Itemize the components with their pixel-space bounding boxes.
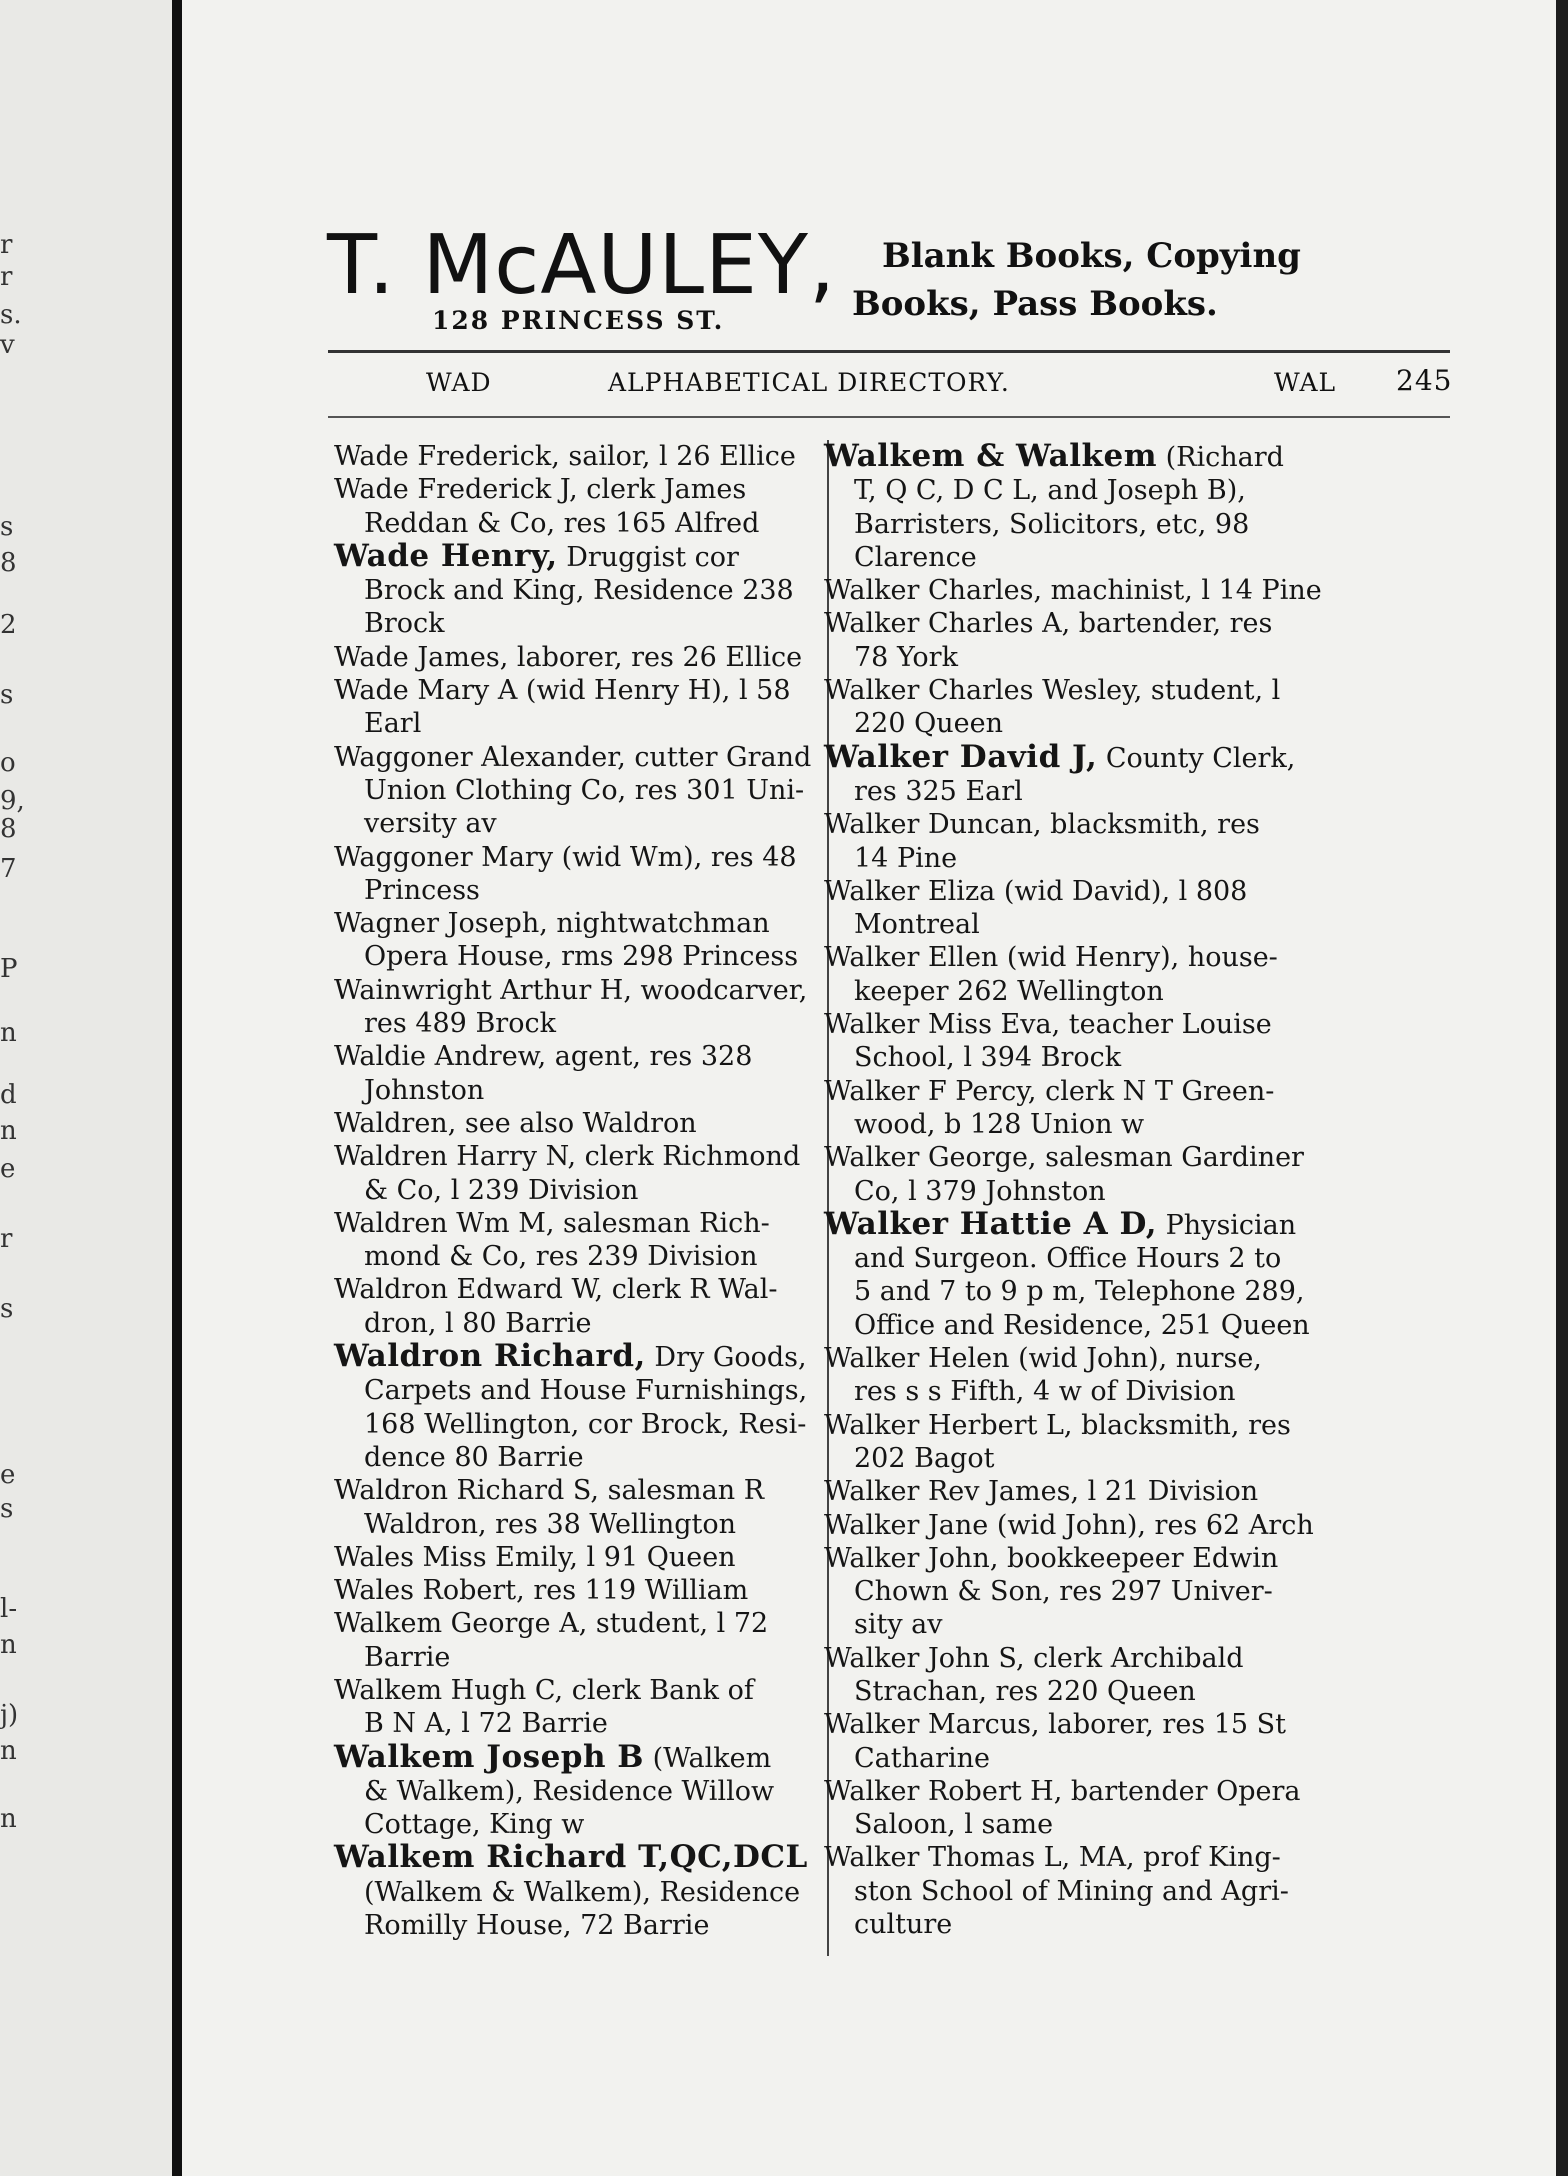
entry-line — [824, 1642, 1484, 1675]
entry-text: Physician — [1157, 1209, 1297, 1241]
entry-line — [824, 607, 1484, 640]
entry-line — [824, 1542, 1484, 1575]
entry-text: versity av — [364, 808, 497, 840]
entry-text: Barristers, Solicitors, etc, 98 — [854, 508, 1250, 540]
entry-line — [824, 674, 1484, 707]
entry-line — [824, 1875, 1484, 1908]
entry-text: Princess — [364, 874, 480, 906]
margin-fragment: 8 — [0, 548, 17, 578]
entry-line — [824, 1475, 1484, 1508]
margin-fragment: 9, — [0, 786, 25, 816]
entry-text: Waldren, see also Waldron — [334, 1107, 697, 1139]
entry-line — [824, 1342, 1484, 1375]
entry-text: Barrie — [364, 1641, 451, 1673]
margin-fragment: 2 — [0, 610, 17, 640]
entry-text: wood, b 128 Union w — [854, 1108, 1145, 1140]
entry-text: Walker Rev James, l 21 Division — [824, 1476, 1259, 1508]
entry-line — [824, 842, 1484, 875]
entry-text: Walker Miss Eva, teacher Louise — [824, 1009, 1272, 1041]
directory-entry — [824, 1409, 1484, 1476]
entry-line — [824, 1442, 1484, 1475]
directory-entry — [824, 674, 1484, 741]
margin-fragment: e — [0, 1460, 16, 1490]
entry-text: Walker Thomas L, MA, prof King- — [824, 1842, 1281, 1874]
page-gutter — [172, 0, 182, 2176]
entry-text: (Walkem — [644, 1742, 772, 1774]
directory-entry — [824, 1841, 1484, 1941]
entry-text: Romilly House, 72 Barrie — [364, 1910, 710, 1942]
page-number: 245 — [1396, 364, 1453, 397]
entry-text: culture — [854, 1909, 953, 1941]
entry-text: Brock and King, Residence 238 — [364, 575, 794, 607]
entry-text: Clarence — [854, 541, 977, 573]
margin-fragment: n — [0, 1116, 17, 1146]
entry-line — [824, 975, 1484, 1008]
entry-text: Wainwright Arthur H, woodcarver, — [334, 974, 808, 1006]
entry-text: sity av — [854, 1609, 943, 1641]
header-rule-top — [328, 350, 1450, 353]
entry-text: Saloon, l same — [854, 1809, 1054, 1841]
entry-text: Walkem George A, student, l 72 — [334, 1608, 769, 1640]
entry-text: Waggoner Alexander, cutter Grand — [334, 741, 812, 773]
entry-line — [824, 1108, 1484, 1141]
entry-name-bold: Walkem Joseph B — [334, 1738, 645, 1775]
entry-text: County Clerk, — [1097, 742, 1296, 774]
margin-fragment: n — [0, 1736, 17, 1766]
directory-entry — [824, 1008, 1484, 1075]
advert-line-1: Blank Books, Copying — [882, 236, 1301, 276]
directory-entry — [824, 607, 1484, 674]
entry-text: Carpets and House Furnishings, — [364, 1375, 808, 1407]
directory-entry — [824, 1342, 1484, 1409]
margin-fragment: n — [0, 1018, 17, 1048]
directory-title: ALPHABETICAL DIRECTORY. — [608, 368, 1010, 397]
entry-text: Walker George, salesman Gardiner — [824, 1142, 1304, 1174]
margin-fragment: s. — [0, 300, 22, 330]
header-rule-bottom — [328, 416, 1450, 418]
margin-fragment: e — [0, 1154, 16, 1184]
entry-text: Johnston — [364, 1074, 485, 1106]
entry-line — [824, 1242, 1484, 1275]
entry-text: Union Clothing Co, res 301 Uni- — [364, 774, 805, 806]
entry-text: res 489 Brock — [364, 1008, 556, 1040]
margin-fragment: s — [0, 512, 14, 542]
entry-line — [824, 1509, 1484, 1542]
entry-text: Waldron Richard S, salesman R — [334, 1475, 765, 1507]
margin-fragment: l- — [0, 1594, 18, 1624]
entry-text: Waldron Edward W, clerk R Wal- — [334, 1274, 778, 1306]
entry-line — [824, 1309, 1484, 1342]
entry-name-bold: Walkem Richard T,QC,DCL — [334, 1839, 808, 1876]
entry-line — [824, 1175, 1484, 1208]
entry-text: Wade Frederick, sailor, l 26 Ellice — [334, 441, 796, 472]
directory-entry — [824, 875, 1484, 942]
entry-text: Waldren Harry N, clerk Richmond — [334, 1141, 801, 1173]
advertiser-name: T. McAULEY, — [327, 218, 837, 313]
entry-text: Co, l 379 Johnston — [854, 1175, 1106, 1207]
entry-text: Earl — [364, 708, 422, 740]
advert-tagline — [852, 232, 1301, 328]
entry-text: 5 and 7 to 9 p m, Telephone 289, — [854, 1276, 1305, 1308]
running-header — [328, 362, 1453, 406]
previous-page-edge — [0, 0, 172, 2176]
entry-text: Wagner Joseph, nightwatchman — [334, 908, 770, 940]
directory-entry — [824, 1642, 1484, 1709]
margin-fragment: P — [0, 954, 18, 984]
advertiser-address: 128 PRINCESS ST. — [432, 306, 725, 335]
entry-line — [824, 1575, 1484, 1608]
entry-text: School, l 394 Brock — [854, 1042, 1122, 1074]
entry-line — [824, 707, 1484, 740]
guide-word-left: WAD — [426, 368, 492, 397]
directory-entry — [824, 738, 1484, 809]
directory-entry — [824, 1775, 1484, 1842]
entry-text: Walker John S, clerk Archibald — [824, 1642, 1244, 1674]
entry-text: Strachan, res 220 Queen — [854, 1675, 1196, 1707]
entry-text: 202 Bagot — [854, 1442, 995, 1474]
directory-entry — [824, 574, 1484, 607]
directory-entry — [824, 1542, 1484, 1642]
margin-fragment: 7 — [0, 854, 17, 884]
entry-text: Walker Jane (wid John), res 62 Arch — [824, 1509, 1314, 1541]
entry-line — [824, 738, 1484, 775]
entry-text: Wade James, laborer, res 26 Ellice — [334, 641, 803, 673]
advert-line-2: Books, Pass Books. — [852, 284, 1218, 324]
entry-name-bold: Wade Henry, — [334, 537, 558, 574]
entry-text: Waldren Wm M, salesman Rich- — [334, 1207, 770, 1239]
entry-text: 168 Wellington, cor Brock, Resi- — [364, 1408, 807, 1440]
entry-line — [824, 1775, 1484, 1808]
entry-line — [824, 440, 1484, 474]
entry-text: res 325 Earl — [854, 775, 1023, 807]
entry-text: Walker Ellen (wid Henry), house- — [824, 942, 1278, 974]
directory-page — [182, 0, 1556, 2176]
entry-text: Walker Helen (wid John), nurse, — [824, 1343, 1262, 1375]
entry-text: T, Q C, D C L, and Joseph B), — [854, 475, 1246, 507]
directory-entry — [824, 1475, 1484, 1508]
entry-text: Chown & Son, res 297 Univer- — [854, 1576, 1273, 1608]
entry-text: Walker Herbert L, blacksmith, res — [824, 1409, 1291, 1441]
directory-entry — [824, 1205, 1484, 1342]
entry-text: (Richard — [1157, 442, 1284, 473]
margin-fragment: s — [0, 1294, 14, 1324]
entry-text: Walker Duncan, blacksmith, res — [824, 809, 1260, 841]
entry-text: Cottage, King w — [364, 1809, 585, 1841]
guide-word-right: WAL — [1274, 368, 1337, 397]
margin-fragment: o — [0, 748, 16, 778]
entry-text: Walker John, bookkeepeer Edwin — [824, 1542, 1279, 1574]
entry-text: dence 80 Barrie — [364, 1441, 584, 1473]
entry-line — [824, 1375, 1484, 1408]
entry-line — [824, 1608, 1484, 1641]
entry-line — [824, 1141, 1484, 1174]
entry-line — [824, 1841, 1484, 1874]
entry-text: Reddan & Co, res 165 Alfred — [364, 507, 760, 539]
entry-line — [824, 1908, 1484, 1941]
entry-line — [824, 1205, 1484, 1242]
margin-fragment: n — [0, 1630, 17, 1660]
directory-entry — [824, 1075, 1484, 1142]
directory-entry — [824, 1509, 1484, 1542]
entry-line — [824, 1008, 1484, 1041]
entry-line — [824, 1075, 1484, 1108]
entry-line — [824, 474, 1484, 507]
entry-text: Walker Charles A, bartender, res — [824, 608, 1273, 640]
entry-text: & Walkem), Residence Willow — [364, 1775, 775, 1807]
entry-text: Brock — [364, 608, 445, 640]
entry-text: & Co, l 239 Division — [364, 1174, 639, 1206]
entry-line — [824, 1742, 1484, 1775]
entry-text: 78 York — [854, 641, 958, 673]
entry-text: (Walkem & Walkem), Residence — [364, 1876, 801, 1908]
directory-entry — [824, 941, 1484, 1008]
entry-line — [824, 1041, 1484, 1074]
entry-line — [824, 574, 1484, 607]
margin-fragment: d — [0, 1080, 17, 1110]
entry-line — [824, 941, 1484, 974]
entry-text: ston School of Mining and Agri- — [854, 1875, 1289, 1907]
entry-text: keeper 262 Wellington — [854, 975, 1164, 1007]
entry-text: Wales Robert, res 119 William — [334, 1575, 749, 1607]
entry-text: Dry Goods, — [645, 1342, 807, 1374]
right-column — [824, 440, 1484, 1941]
entry-text: res s s Fifth, 4 w of Division — [854, 1376, 1236, 1408]
entry-text: Montreal — [854, 909, 980, 941]
entry-line — [824, 541, 1484, 574]
entry-line — [824, 1675, 1484, 1708]
directory-entry — [824, 1141, 1484, 1208]
entry-text: 14 Pine — [854, 842, 958, 874]
entry-line — [824, 1808, 1484, 1841]
entry-text: Walkem Hugh C, clerk Bank of — [334, 1674, 754, 1706]
entry-text: Walker Eliza (wid David), l 808 — [824, 875, 1248, 907]
entry-text: Wade Mary A (wid Henry H), l 58 — [334, 675, 791, 707]
margin-fragment: j) — [0, 1700, 19, 1730]
entry-line — [824, 908, 1484, 941]
directory-entry — [824, 808, 1484, 875]
entry-text: 220 Queen — [854, 708, 1003, 740]
margin-fragment: s — [0, 680, 14, 710]
entry-line — [824, 808, 1484, 841]
margin-fragment: r — [0, 1224, 13, 1254]
entry-text: Waggoner Mary (wid Wm), res 48 — [334, 841, 797, 873]
directory-entry — [824, 1708, 1484, 1775]
margin-fragment: 8 — [0, 814, 17, 844]
entry-text: Walker Robert H, bartender Opera — [824, 1775, 1301, 1807]
margin-fragment: s — [0, 1494, 14, 1524]
margin-fragment: v — [0, 330, 15, 360]
entry-text: Wade Frederick J, clerk James — [334, 474, 747, 506]
entry-text: Office and Residence, 251 Queen — [854, 1309, 1310, 1341]
page-edge-right — [1556, 0, 1568, 2176]
margin-fragment: r — [0, 262, 13, 292]
entry-line — [824, 1708, 1484, 1741]
entry-text: Waldie Andrew, agent, res 328 — [334, 1041, 753, 1073]
entry-text: Opera House, rms 298 Princess — [364, 941, 799, 973]
entry-text: Wales Miss Emily, l 91 Queen — [334, 1541, 736, 1573]
entry-text: Walker F Percy, clerk N T Green- — [824, 1075, 1275, 1107]
entry-text: Waldron, res 38 Wellington — [364, 1508, 737, 1540]
entry-text: B N A, l 72 Barrie — [364, 1708, 608, 1740]
entry-name-bold: Walkem & Walkem — [824, 438, 1158, 474]
entry-name-bold: Walker David J, — [824, 738, 1098, 775]
entry-text: mond & Co, res 239 Division — [364, 1241, 758, 1273]
entry-text: Walker Charles, machinist, l 14 Pine — [824, 575, 1322, 607]
margin-fragment: r — [0, 230, 13, 260]
entry-text: Walker Charles Wesley, student, l — [824, 675, 1281, 707]
entry-line — [824, 508, 1484, 541]
entry-text: and Surgeon. Office Hours 2 to — [854, 1243, 1282, 1275]
entry-name-bold: Walker Hattie A D, — [824, 1205, 1158, 1242]
entry-line — [824, 875, 1484, 908]
entry-name-bold: Waldron Richard, — [334, 1338, 646, 1375]
directory-entry — [824, 440, 1484, 574]
entry-line — [824, 775, 1484, 808]
entry-text: Druggist cor — [557, 541, 739, 573]
margin-fragment: n — [0, 1804, 17, 1834]
entry-text: Walker Marcus, laborer, res 15 St — [824, 1709, 1287, 1741]
entry-text: Catharine — [854, 1742, 991, 1774]
entry-line — [824, 1275, 1484, 1308]
entry-line — [824, 641, 1484, 674]
entry-line — [824, 1409, 1484, 1442]
entry-text: dron, l 80 Barrie — [364, 1307, 592, 1339]
